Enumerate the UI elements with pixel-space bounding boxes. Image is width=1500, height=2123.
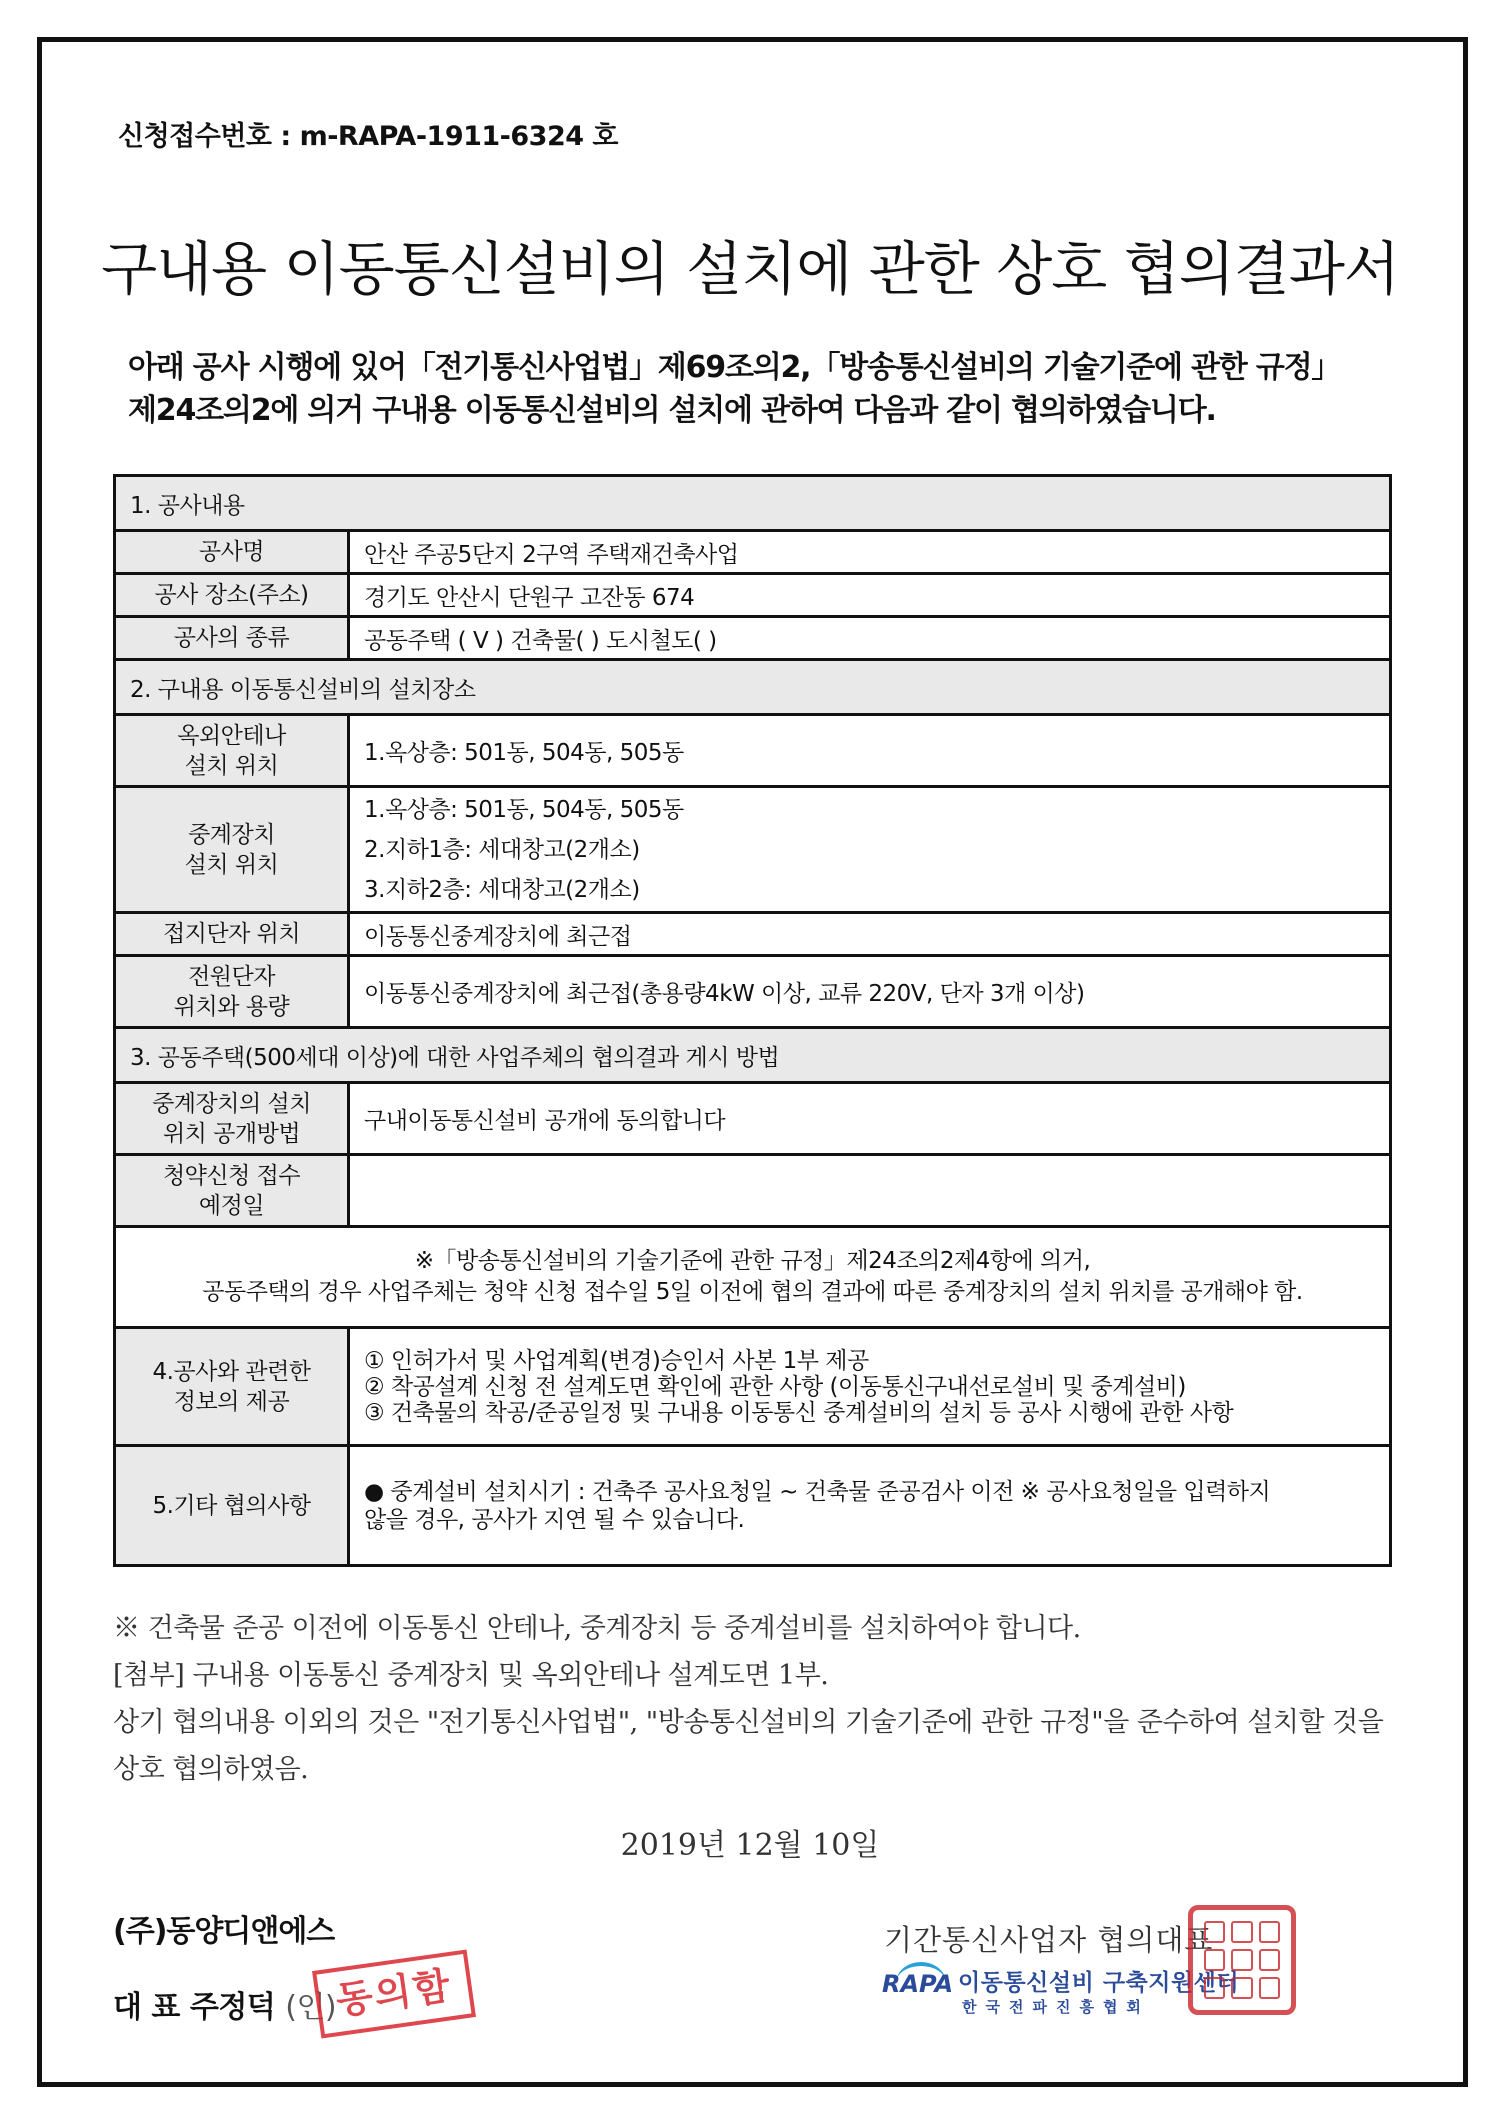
repeater-floor-1: 1.옥상층: 501동, 504동, 505동 bbox=[364, 796, 684, 823]
section-2-heading-row bbox=[115, 660, 1391, 715]
table-row bbox=[115, 913, 1391, 956]
other-agreement-value bbox=[349, 1446, 1391, 1566]
antenna-location-label bbox=[115, 715, 349, 787]
table-row bbox=[115, 787, 1391, 913]
disclosure-method-label bbox=[115, 1083, 349, 1155]
footer-line: [첨부] 구내용 이동통신 중계장치 및 옥외안테나 설계도면 1부. bbox=[113, 1660, 829, 1691]
notice-line: 공동주택의 경우 사업주체는 청약 신청 접수일 5일 이전에 협의 결과에 따른 중계장치의 설치 위치를 공개해야 함. bbox=[202, 1279, 1303, 1305]
official-seal-icon bbox=[1188, 1905, 1296, 2015]
label-line: 설치 위치 bbox=[184, 752, 279, 779]
info-item: ② 착공설계 신청 전 설계도면 확인에 관한 사항 (이동통신구내선로설비 및 중계설비) bbox=[364, 1373, 1186, 1400]
ground-terminal-value: 이동통신중계장치에 최근접 bbox=[349, 913, 1391, 956]
association-label: 기간통신사업자 협의대표 bbox=[884, 1923, 1214, 1957]
rapa-logo: RAPA bbox=[882, 1970, 954, 1998]
footer-line: 상호 협의하였음. bbox=[113, 1754, 309, 1785]
antenna-location-value: 1.옥상층: 501동, 504동, 505동 bbox=[349, 715, 1391, 787]
section-3-heading-row bbox=[115, 1028, 1391, 1083]
table-row bbox=[115, 617, 1391, 660]
label-line: 전원단자 bbox=[188, 963, 275, 990]
label-line: 설치 위치 bbox=[184, 851, 279, 878]
subscription-date-value bbox=[349, 1155, 1391, 1227]
power-terminal-value: 이동통신중계장치에 최근접(총용량4kW 이상, 교류 220V, 단자 3개 이상) bbox=[349, 956, 1391, 1028]
project-type-label: 공사의 종류 bbox=[115, 617, 349, 660]
label-line: 예정일 bbox=[198, 1192, 265, 1219]
label-line: 옥외안테나 bbox=[177, 722, 286, 749]
project-type-value: 공동주택 ( V ) 건축물( ) 도시철도( ) bbox=[349, 617, 1391, 660]
table-row bbox=[115, 1083, 1391, 1155]
agreement-line: ● 중계설비 설치시기 : 건축주 공사요청일 ~ 건축물 준공검사 이전 ※ 공사요청일을 입력하지 bbox=[364, 1478, 1271, 1505]
table-row bbox=[115, 1446, 1391, 1566]
project-location-label: 공사 장소(주소) bbox=[115, 574, 349, 617]
other-agreement-label: 5.기타 협의사항 bbox=[115, 1446, 349, 1566]
table-row bbox=[115, 1155, 1391, 1227]
table-row bbox=[115, 956, 1391, 1028]
project-name-value: 안산 주공5단지 2구역 주택재건축사업 bbox=[349, 531, 1391, 574]
project-name-label: 공사명 bbox=[115, 531, 349, 574]
label-line: 위치와 용량 bbox=[173, 993, 290, 1020]
info-provision-label bbox=[115, 1328, 349, 1446]
rapa-center-name: 이동통신설비 구축지원센터 bbox=[958, 1970, 1240, 1996]
table-row bbox=[115, 715, 1391, 787]
power-terminal-label bbox=[115, 956, 349, 1028]
agreement-line: 않을 경우, 공사가 지연 될 수 있습니다. bbox=[364, 1506, 745, 1533]
rapa-association-name: 한국전파진흥협회 bbox=[962, 1998, 1150, 2016]
project-location-value: 경기도 안산시 단원구 고잔동 674 bbox=[349, 574, 1391, 617]
label-line: 청약신청 접수 bbox=[162, 1162, 301, 1189]
subscription-date-label bbox=[115, 1155, 349, 1227]
representative bbox=[113, 1982, 336, 2026]
footer-notes bbox=[113, 1605, 1403, 1793]
intro-paragraph bbox=[128, 346, 1408, 432]
company-name: (주)동양디앤에스 bbox=[113, 1914, 335, 1949]
ground-terminal-label: 접지단자 위치 bbox=[115, 913, 349, 956]
footer-line: ※ 건축물 준공 이전에 이동통신 안테나, 중계장치 등 중계설비를 설치하여야 합니다. bbox=[113, 1613, 1081, 1644]
agreement-date: 2019년 12월 10일 bbox=[620, 1828, 880, 1863]
representative-name: 대 표 주정덕 bbox=[113, 1990, 276, 2025]
info-provision-value bbox=[349, 1328, 1391, 1446]
info-item: ① 인허가서 및 사업계획(변경)승인서 사본 1부 제공 bbox=[364, 1347, 869, 1374]
table-row bbox=[115, 531, 1391, 574]
table-row bbox=[115, 574, 1391, 617]
section-1-heading: 1. 공사내용 bbox=[115, 476, 1391, 531]
notice-row bbox=[115, 1227, 1391, 1328]
footer-line: 상기 협의내용 이외의 것은 "전기통신사업법", "방송통신설비의 기술기준에 관한 규정"을 준수하여 설치할 것을 bbox=[113, 1707, 1384, 1738]
label-line: 중계장치 bbox=[188, 821, 275, 848]
agreement-table bbox=[113, 474, 1392, 1567]
section-3-heading: 3. 공동주택(500세대 이상)에 대한 사업주체의 협의결과 게시 방법 bbox=[115, 1028, 1391, 1083]
disclosure-notice bbox=[115, 1227, 1391, 1328]
intro-line: 아래 공사 시행에 있어「전기통신사업법」제69조의2,「방송통신설비의 기술기준에 관한 규정」 bbox=[128, 350, 1341, 385]
label-line: 위치 공개방법 bbox=[162, 1120, 301, 1147]
info-item: ③ 건축물의 착공/준공일정 및 구내용 이동통신 중계설비의 설치 등 공사 시행에 관한 사항 bbox=[364, 1399, 1234, 1426]
repeater-location-label bbox=[115, 787, 349, 913]
disclosure-method-value: 구내이동통신설비 공개에 동의합니다 bbox=[349, 1083, 1391, 1155]
section-2-heading: 2. 구내용 이동통신설비의 설치장소 bbox=[115, 660, 1391, 715]
agree-stamp: 동의함 bbox=[312, 1949, 476, 2038]
label-line: 정보의 제공 bbox=[173, 1388, 290, 1415]
label-line: 중계장치의 설치 bbox=[152, 1090, 311, 1117]
section-1-heading-row bbox=[115, 476, 1391, 531]
document-title: 구내용 이동통신설비의 설치에 관한 상호 협의결과서 bbox=[101, 235, 1399, 303]
repeater-location-value bbox=[349, 787, 1391, 913]
seal-placeholder: (인) bbox=[285, 1990, 337, 2025]
table-row bbox=[115, 1328, 1391, 1446]
notice-line: ※「방송통신설비의 기술기준에 관한 규정」제24조의2제4항에 의거, bbox=[414, 1248, 1091, 1274]
repeater-floor-3: 3.지하2층: 세대창고(2개소) bbox=[364, 876, 640, 903]
label-line: 4.공사와 관련한 bbox=[152, 1358, 311, 1385]
intro-line: 제24조의2에 의거 구내용 이동통신설비의 설치에 관하여 다음과 같이 협의하였습니다. bbox=[128, 393, 1216, 428]
receipt-number: 신청접수번호 : m-RAPA-1911-6324 호 bbox=[118, 121, 619, 152]
repeater-floor-2: 2.지하1층: 세대창고(2개소) bbox=[364, 836, 640, 863]
